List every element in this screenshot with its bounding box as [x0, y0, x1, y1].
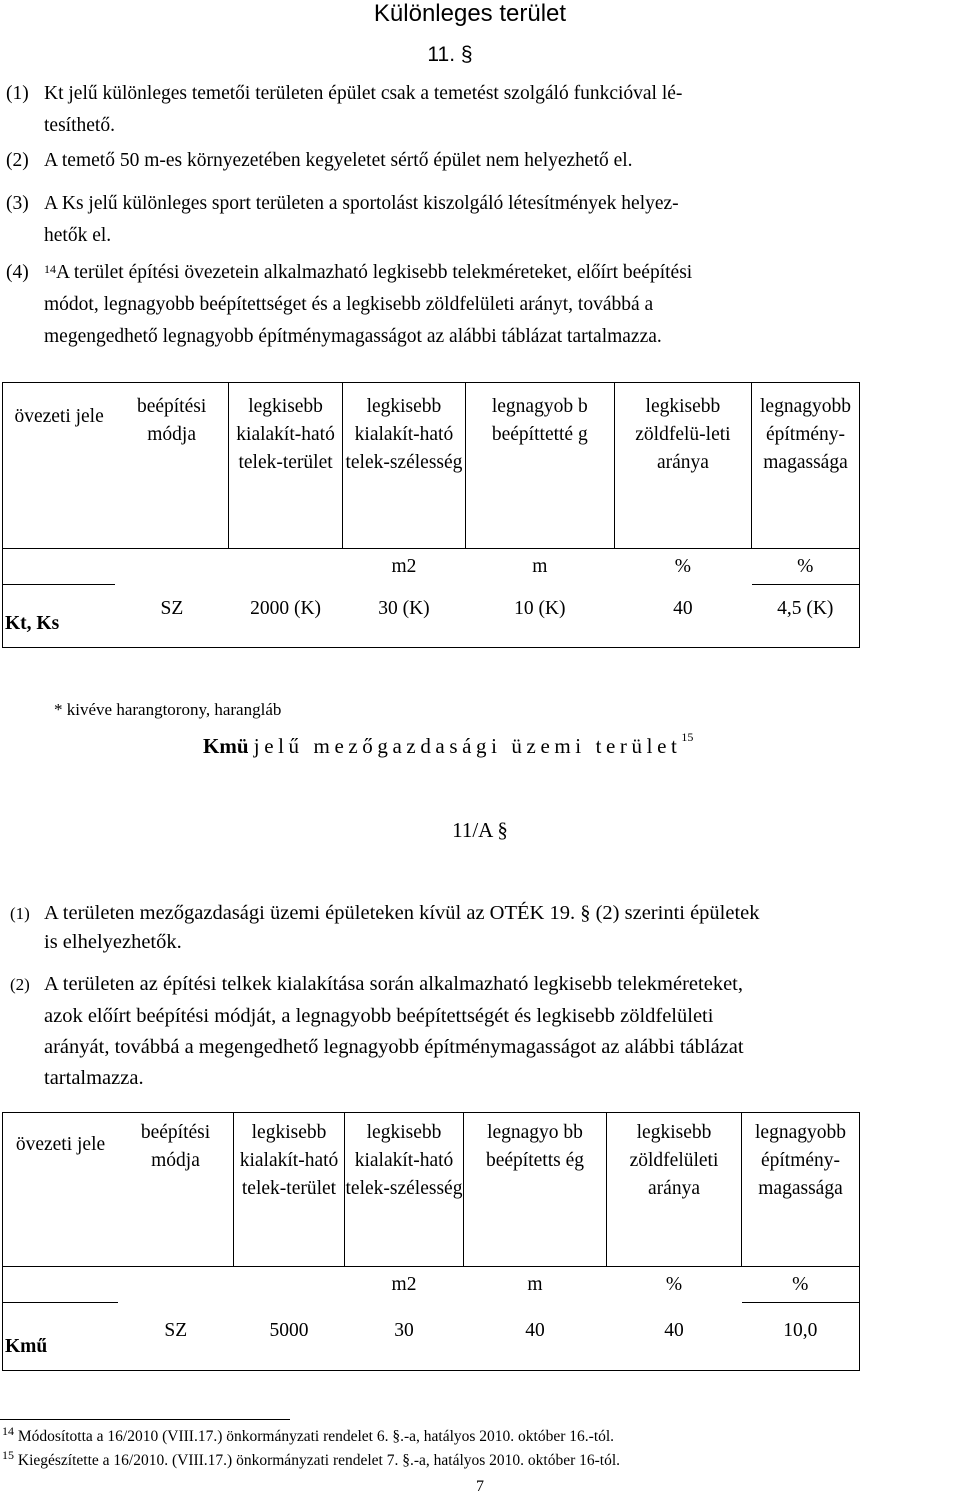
header-cell: legkisebb zöldfelületi aránya: [607, 1113, 742, 1267]
footnote-separator: [0, 1419, 290, 1420]
paragraph-11a-2: (2) A területen az építési telkek kialakítása során alkalmazható legkisebb telekméreteket, azok előírt beépítési módját, a legnagyobb beépítettségét és legkisebb zöldfelületi arányát, továbbá a megengedhető legnagyobb építménymagasságot az alábbi táblázat tartalmazza.: [10, 973, 744, 1089]
value-cell: 10,0: [742, 1303, 860, 1371]
header-cell: legkisebb kialakít-ható telek-terület: [229, 383, 343, 549]
footnote-14: $^{14}$ Módosította a 16/2010 (VIII.17.) önkormányzati rendelet 6. §.-a, hatályos 2010. október 16.-tól.: [2, 1424, 615, 1445]
unit-cell: %: [742, 1267, 860, 1303]
unit-cell: m2: [345, 1267, 464, 1303]
value-cell: 5000: [234, 1303, 345, 1371]
footnote-ref-15: 15: [681, 730, 694, 744]
header-cell: beépítési módja: [115, 383, 228, 549]
value-cell: 40: [464, 1303, 607, 1371]
page-title: Különleges terület: [373, 0, 567, 27]
header-cell: övezeti jele: [3, 383, 116, 549]
paragraph-11a-1: (1) A területen mezőgazdasági üzemi épületeken kívül az OTÉK 19. § (2) szerinti épületek is elhelyezhetők.: [10, 902, 760, 953]
zoning-table-kt-ks: [2, 382, 860, 648]
zoning-table-kmu: [2, 1112, 860, 1371]
kmu-heading: Kmü jelű mezőgazdasági üzemi terület$^{15}$: [203, 730, 694, 758]
value-cell: 40: [607, 1303, 742, 1371]
footnote-ref-14: 14: [44, 262, 56, 276]
footnote-exception-note: * kivéve harangtorony, harangláb: [54, 700, 282, 719]
section-heading-11: 11. §: [427, 43, 473, 66]
value-cell: 30 (K): [343, 585, 466, 648]
unit-cell: m2: [343, 549, 466, 585]
value-cell: 40: [614, 585, 751, 648]
header-cell: legkisebb kialakít-ható telek-terület: [234, 1113, 345, 1267]
header-cell: legkisebb kialakít-ható telek-szélesség: [343, 383, 466, 549]
header-cell: legnagyobb építmény-magassága: [752, 383, 860, 549]
zone-code-cell: Kt, Ks: [3, 585, 116, 648]
paragraph-2: (2) A temető 50 m-es környezetében kegyeletet sértő épület nem helyezhető el.: [6, 150, 633, 171]
header-cell: legnagyo bb beépítetts ég: [464, 1113, 607, 1267]
unit-cell: %: [607, 1267, 742, 1303]
zone-code-cell: Kmű: [3, 1303, 119, 1371]
section-heading-11a: 11/A §: [452, 818, 508, 842]
value-cell: SZ: [115, 585, 228, 648]
unit-cell: %: [752, 549, 860, 585]
header-cell: övezeti jele: [3, 1113, 119, 1267]
header-cell: legnagyobb építmény-magassága: [742, 1113, 860, 1267]
value-cell: SZ: [118, 1303, 234, 1371]
paragraph-4: (4) $^{14}$A terület építési övezetein alkalmazható legkisebb telekméreteket, előírt beépítési módot, legnagyobb beépítettséget és a legkisebb zöldfelületi arányt, továbbá a megengedhető legnagyobb építménymagasságot az alábbi táblázat tartalmazza.: [6, 262, 693, 347]
value-cell: 4,5 (K): [752, 585, 860, 648]
paragraph-3: (3) A Ks jelű különleges sport területen a sportolást kiszolgáló létesítmények helyez- hetők el.: [6, 193, 679, 246]
header-cell: legnagyob b beépíttetté g: [465, 383, 614, 549]
header-cell: beépítési módja: [118, 1113, 234, 1267]
header-cell: legkisebb kialakít-ható telek-szélesség: [345, 1113, 464, 1267]
value-cell: 2000 (K): [229, 585, 343, 648]
paragraph-1: (1) Kt jelű különleges temetői területen épület csak a temetést szolgáló funkcióval lé- tesíthető.: [6, 83, 683, 136]
unit-cell: %: [614, 549, 751, 585]
footnote-15: $^{15}$ Kiegészítette a 16/2010. (VIII.17.) önkormányzati rendelet 7. §.-a, hatályos 2010. október 16-tól.: [2, 1448, 621, 1469]
unit-cell: m: [465, 549, 614, 585]
page-number: 7: [476, 1478, 484, 1495]
header-cell: legkisebb zöldfelü-leti aránya: [614, 383, 751, 549]
unit-cell: m: [464, 1267, 607, 1303]
value-cell: 10 (K): [465, 585, 614, 648]
value-cell: 30: [345, 1303, 464, 1371]
